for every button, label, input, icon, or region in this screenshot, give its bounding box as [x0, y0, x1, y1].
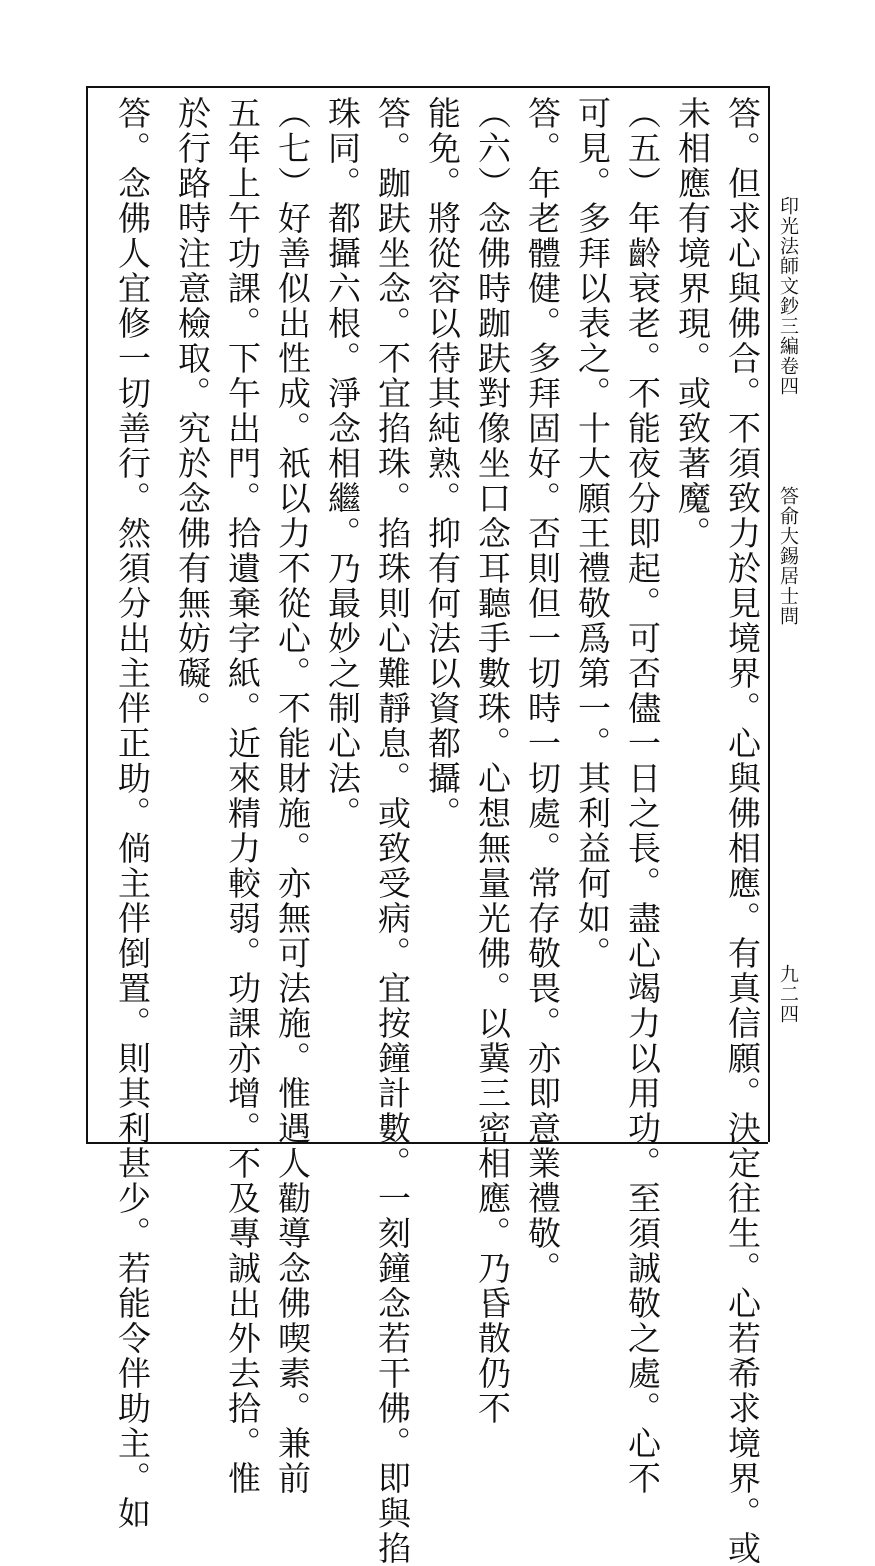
text-column-12: 於行路時注意檢取。究於念佛有無妨礙。	[173, 96, 212, 726]
frame-left-border	[86, 86, 88, 1142]
text-column-6: （六）念佛時跏趺對像坐口念耳聽手數珠。心想無量光佛。以冀三密相應。乃昏散仍不	[473, 96, 512, 1426]
section-title: 答俞大錫居士問	[777, 486, 799, 626]
page-number: 九二四	[777, 964, 799, 1024]
text-column-11: 五年上午功課。下午出門。拾遺棄字紙。近來精力較弱。功課亦增。不及專誠出外去拾。惟	[223, 96, 262, 1496]
text-column-4: 可見。多拜以表之。十大願王禮敬爲第一。其利益何如。	[573, 96, 612, 971]
text-column-13: 答。念佛人宜修一切善行。然須分出主伴正助。倘主伴倒置。則其利甚少。若能令伴助主。如	[113, 96, 152, 1531]
frame-right-border	[768, 86, 770, 1142]
text-column-7: 能免。將從容以待其純熟。抑有何法以資都攝。	[423, 96, 462, 831]
text-column-9: 珠同。都攝六根。淨念相繼。乃最妙之制心法。	[323, 96, 362, 831]
text-column-5: 答。年老體健。多拜固好。否則但一切時一切處。常存敬畏。亦即意業禮敬。	[523, 96, 562, 1286]
text-column-10: （七）好善似出性成。祇以力不從心。不能財施。亦無可法施。惟遇人勸導念佛喫素。兼前	[273, 96, 312, 1496]
frame-top-border	[86, 86, 768, 88]
text-column-1: 答。但求心與佛合。不須致力於見境界。心與佛相應。有真信願。決定往生。心若希求境界。或	[723, 96, 762, 1566]
frame-bottom-border	[86, 1142, 768, 1144]
text-column-3: （五）年齡衰老。不能夜分即起。可否儘一日之長。盡心竭力以用功。至須誠敬之處。心不	[623, 96, 662, 1496]
text-column-8: 答。跏趺坐念。不宜掐珠。掐珠則心難靜息。或致受病。宜按鐘計數。一刻鐘念若干佛。即與掐	[373, 96, 412, 1566]
book-title: 印光法師文鈔三編卷四	[777, 196, 799, 396]
text-column-2: 未相應有境界現。或致著魔。	[673, 96, 712, 551]
